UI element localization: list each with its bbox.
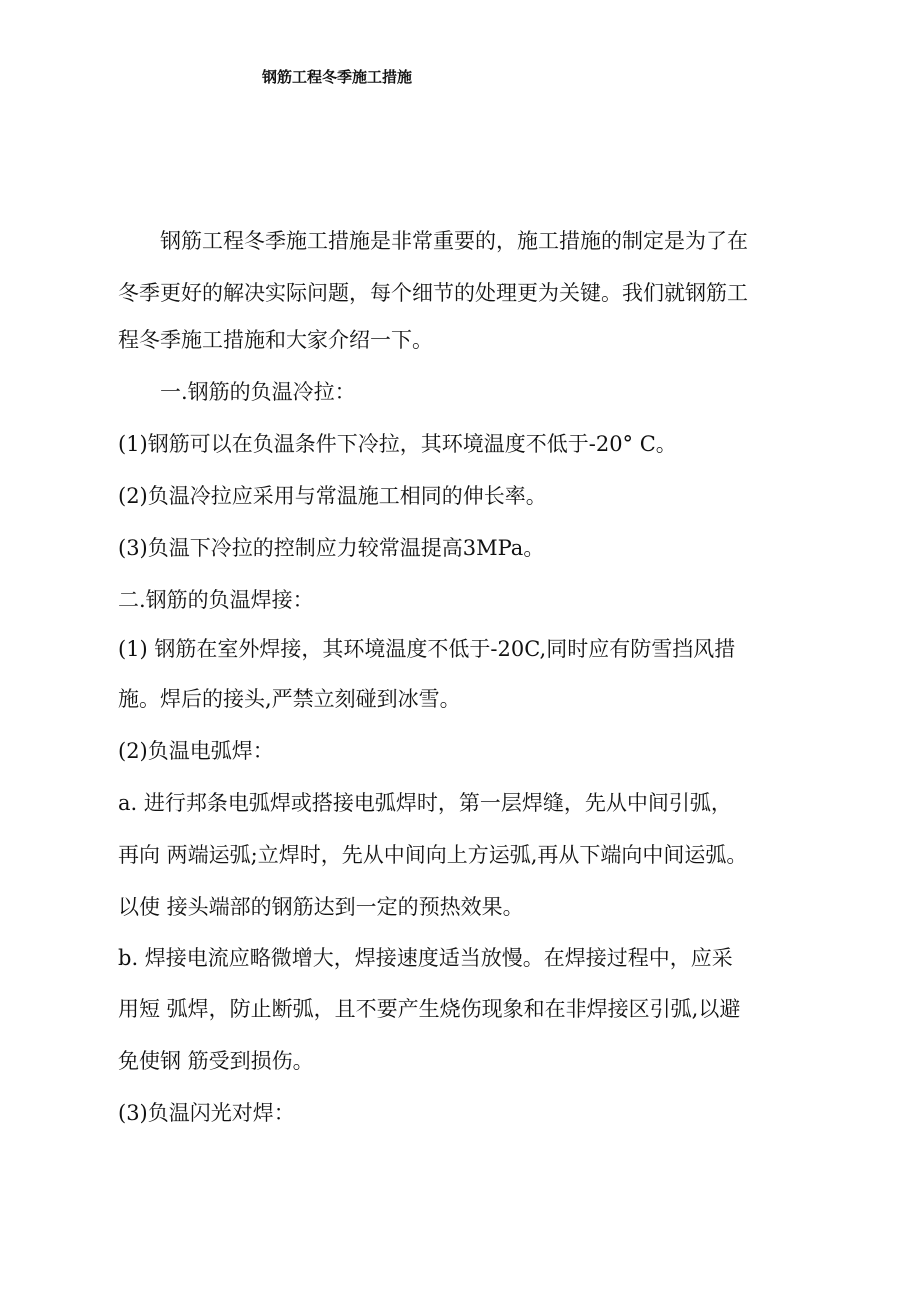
section2-item2-heading: (2)负温电弧焊：	[118, 739, 274, 763]
section2-item2b-line-2: 用短 弧焊，防止断弧，且不要产生烧伤现象和在非焊接区引弧,以避	[118, 997, 741, 1021]
section1-item-1: (1)钢筋可以在负温条件下冷拉，其环境温度不低于-20° C。	[118, 432, 677, 456]
section2-item2a-line-2: 再向 两端运弧;立焊时，先从中间向上方运弧,再从下端向中间运弧。	[118, 843, 748, 867]
section2-heading: 二.钢筋的负温焊接：	[118, 588, 314, 612]
section2-item2b-line-3: 免使钢 筋受到损伤。	[118, 1049, 314, 1073]
section2-item2b-line-1: b. 焊接电流应略微增大，焊接速度适当放慢。在焊接过程中，应采	[118, 946, 733, 970]
section2-item1-line-2: 施。焊后的接头,严禁立刻碰到冰雪。	[118, 687, 461, 711]
section1-item-2: (2)负温冷拉应采用与常温施工相同的伸长率。	[118, 484, 547, 508]
section2-item2a-line-1: a. 进行邦条电弧焊或搭接电弧焊时，第一层焊缝，先从中间引弧，	[118, 791, 732, 815]
section1-item-3: (3)负温下冷拉的控制应力较常温提高3MPa。	[118, 536, 545, 560]
section2-item1-line-1: (1) 钢筋在室外焊接，其环境温度不低于-20C,同时应有防雪挡风措	[118, 637, 736, 661]
intro-line-3: 程冬季施工措施和大家介绍一下。	[118, 328, 433, 352]
section2-item3-heading: (3)负温闪光对焊：	[118, 1101, 295, 1125]
intro-line-1: 钢筋工程冬季施工措施是非常重要的，施工措施的制定是为了在	[160, 229, 748, 253]
section2-item2a-line-3: 以使 接头端部的钢筋达到一定的预热效果。	[118, 895, 524, 919]
intro-line-2: 冬季更好的解决实际问题，每个细节的处理更为关键。我们就钢筋工	[118, 281, 748, 305]
document-title: 钢筋工程冬季施工措施	[262, 68, 413, 86]
section1-heading: 一.钢筋的负温冷拉：	[160, 380, 356, 404]
